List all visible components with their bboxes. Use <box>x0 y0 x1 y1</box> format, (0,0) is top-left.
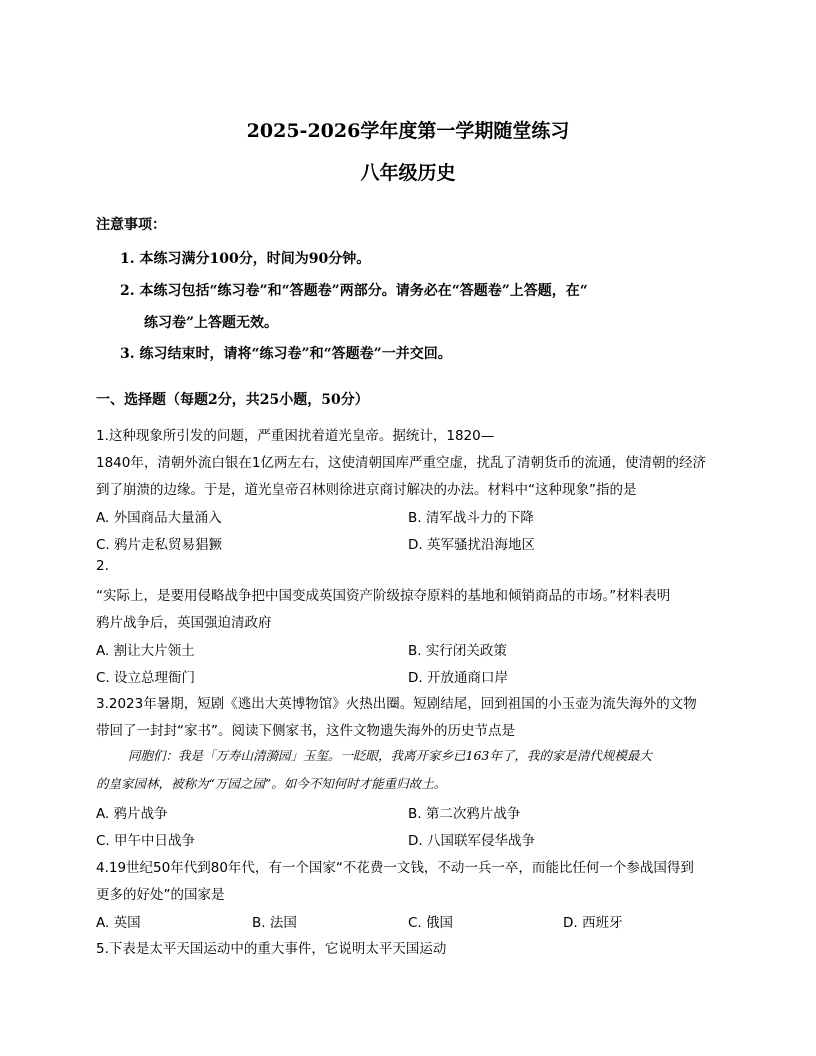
q1-option-b: B. 清军战斗力的下降 <box>408 510 534 526</box>
q3-quote-line-2: 的皇家园林，被称为“万园之园”。如今不知何时才能重归故土。 <box>96 776 447 791</box>
q2-line-2: 鸦片战争后，英国强迫清政府 <box>96 615 272 631</box>
q5-line-1: 5.下表是太平天国运动中的重大事件，它说明太平天国运动 <box>96 941 447 957</box>
q3-line-1: 3.2023年暑期，短剧《逃出大英博物馆》火热出圈。短剧结尾，回到祖国的小玉壶为流失海外的文物 <box>96 696 697 712</box>
q2-option-c: C. 设立总理衙门 <box>96 670 196 686</box>
q4-option-a: A. 英国 <box>96 915 141 931</box>
q3-option-d: D. 八国联军侵华战争 <box>408 833 535 849</box>
notice-item-2: 2. 本练习包括“练习卷”和“答题卷”两部分。请务必在“答题卷”上答题，在“ <box>120 283 588 299</box>
q4-option-d: D. 西班牙 <box>563 915 623 931</box>
q2-option-b: B. 实行闭关政策 <box>408 643 507 659</box>
q4-option-c: C. 俄国 <box>408 915 454 931</box>
notice-item-1: 1. 本练习满分100分，时间为90分钟。 <box>120 251 371 267</box>
notice-heading: 注意事项： <box>96 217 166 233</box>
page-subtitle: 八年级历史 <box>360 162 456 184</box>
q2-number: 2. <box>96 558 109 574</box>
page-title: 2025-2026学年度第一学期随堂练习 <box>246 120 570 142</box>
q2-line-1: “实际上，是要用侵略战争把中国变成英国资产阶级掠夺原料的基地和倾销商品的市场。”材料表明 <box>96 588 671 604</box>
q3-option-a: A. 鸦片战争 <box>96 806 168 822</box>
notice-item-3: 3. 练习结束时，请将“练习卷”和“答题卷”一并交回。 <box>120 346 452 362</box>
q3-option-b: B. 第二次鸦片战争 <box>408 806 521 822</box>
q4-option-b: B. 法国 <box>252 915 297 931</box>
q4-line-1: 4.19世纪50年代到80年代，有一个国家“不花费一文钱，不动一兵一卒，而能比任何一个参战国得到 <box>96 860 694 876</box>
q1-option-c: C. 鸦片走私贸易猖獗 <box>96 537 223 553</box>
q3-quote-line-1: 同胞们：我是「万寿山清漪园」玉玺。一眨眼，我离开家乡已163年了，我的家是清代规模最大 <box>128 748 652 763</box>
q2-option-a: A. 割让大片领土 <box>96 643 195 659</box>
notice-item-2-cont: 练习卷”上答题无效。 <box>144 315 279 331</box>
q1-line-1: 1.这种现象所引发的问题，严重困扰着道光皇帝。据统计，1820— <box>96 428 495 444</box>
q4-line-2: 更多的好处”的国家是 <box>96 887 225 903</box>
q1-line-3: 到了崩溃的边缘。于是，道光皇帝召林则徐进京商讨解决的办法。材料中“这种现象”指的是 <box>96 482 637 498</box>
q3-option-c: C. 甲午中日战争 <box>96 833 196 849</box>
q1-option-a: A. 外国商品大量涌入 <box>96 510 222 526</box>
q3-line-2: 带回了一封封“家书”。阅读下侧家书，这件文物遗失海外的历史节点是 <box>96 723 515 739</box>
q2-option-d: D. 开放通商口岸 <box>408 670 508 686</box>
section-heading: 一、选择题（每题2分，共25小题，50分） <box>96 392 369 408</box>
q1-option-d: D. 英军骚扰沿海地区 <box>408 537 535 553</box>
q1-line-2: 1840年，清朝外流白银在1亿两左右，这使清朝国库严重空虚，扰乱了清朝货币的流通，使清朝的经济 <box>96 455 706 471</box>
